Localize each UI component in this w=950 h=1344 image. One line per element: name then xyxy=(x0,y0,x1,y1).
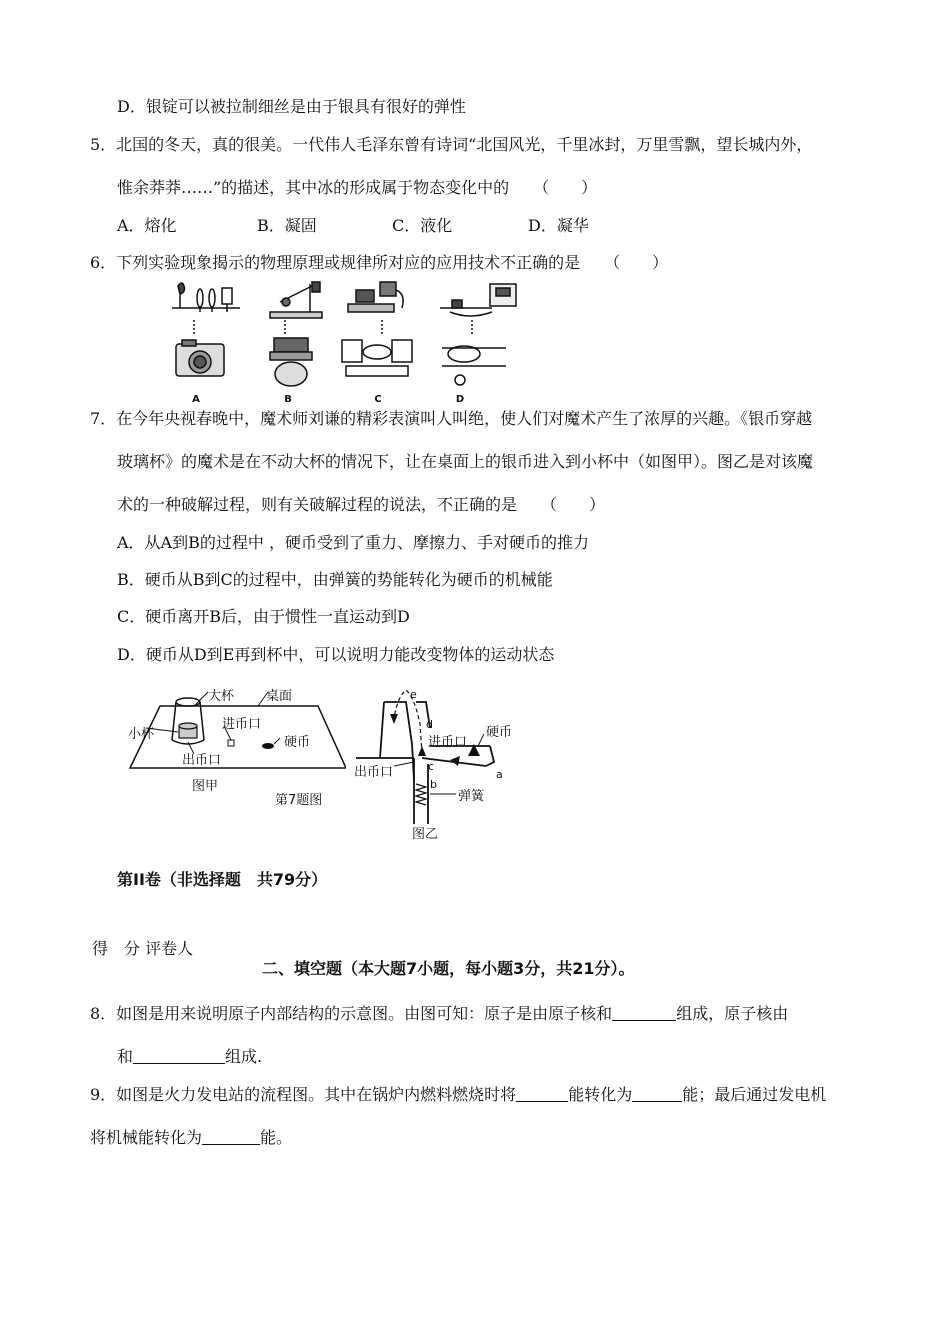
q6-label-d: D xyxy=(455,394,465,404)
q7-option-a: A．从A到B的过程中 ，硬币受到了重力、摩擦力、手对硬币的推力 xyxy=(117,533,589,552)
label-d: d xyxy=(426,718,433,731)
coin xyxy=(262,743,274,749)
q9-text-2a: 将机械能转化为 xyxy=(90,1128,203,1147)
label-e: e xyxy=(410,688,417,701)
q9-blank-3[interactable] xyxy=(202,1128,260,1145)
q5-option-b: B．凝固 xyxy=(257,216,317,235)
q6-stem: 6．下列实验现象揭示的物理原理或规律所对应的应用技术不正确的是 （ ） xyxy=(90,253,669,272)
q8-text-1a: 8．如图是用来说明原子内部结构的示意图。由图可知：原子是由原子核和 xyxy=(90,1004,613,1023)
q6-figure-b xyxy=(270,282,322,386)
q9-text-1a: 9．如图是火力发电站的流程图。其中在锅炉内燃料燃烧时将 xyxy=(90,1085,517,1104)
label-c: c xyxy=(428,760,435,773)
q9-blank-1[interactable] xyxy=(516,1085,568,1102)
q8-line1 xyxy=(90,1003,788,1025)
q9-text-1c: 能；最后通过发电机 xyxy=(682,1085,827,1104)
q6-figure-d xyxy=(440,284,516,385)
q9-line1 xyxy=(90,1084,826,1106)
label-coin-in: 进币口 xyxy=(428,735,468,750)
q7-option-d: D．硬币从D到E再到杯中，可以说明力能改变物体的运动状态 xyxy=(117,645,555,664)
scoring-box-label: 得 分 评卷人 xyxy=(92,939,194,958)
label-a: a xyxy=(496,768,503,781)
q6-label-c: C xyxy=(374,394,382,404)
q8-blank-2[interactable] xyxy=(133,1047,225,1064)
label-small-cup: 小杯 xyxy=(128,727,155,742)
q8-text-1b: 组成，原子核由 xyxy=(676,1004,789,1023)
label-table: 桌面 xyxy=(266,689,293,704)
spring xyxy=(416,784,426,805)
label-coin: 硬币 xyxy=(284,735,311,750)
q6-figure-a xyxy=(172,283,240,376)
q8-blank-1[interactable] xyxy=(612,1004,676,1021)
q5-stem-line1: 5．北国的冬天，真的很美。一代伟人毛泽东曾有诗词“北国风光，千里冰封，万里雪飘，望长城内外， xyxy=(90,135,813,154)
q9-blank-2[interactable] xyxy=(632,1085,682,1102)
q8-text-2a: 和 xyxy=(117,1047,134,1066)
label-big-cup: 大杯 xyxy=(208,689,235,704)
q9-text-2b: 能。 xyxy=(260,1128,293,1147)
q6-figure-c xyxy=(342,282,412,376)
q5-option-d: D．凝华 xyxy=(528,216,589,235)
label-spring: 弹簧 xyxy=(458,789,485,804)
q5-options xyxy=(117,215,589,237)
label-coin-out: 出币口 xyxy=(182,753,222,768)
q9-text-1b: 能转化为 xyxy=(568,1085,633,1104)
q7-option-b: B．硬币从B到C的过程中，由弹簧的势能转化为硬币的机械能 xyxy=(117,570,553,589)
table-surface xyxy=(130,706,346,768)
q5-stem-line2: 惟余莽莽……”的描述，其中冰的形成属于物态变化中的 （ ） xyxy=(117,178,598,197)
q7-figure-jia xyxy=(124,684,346,800)
q8-text-2b: 组成. xyxy=(225,1047,263,1066)
q5-option-c: C．液化 xyxy=(392,216,453,235)
q7-stem-line1: 7．在今年央视春晚中，魔术师刘谦的精彩表演叫人叫绝，使人们对魔术产生了浓厚的兴趣。《银币穿越 xyxy=(90,409,813,428)
label-coin: 硬币 xyxy=(486,725,513,740)
part2-title: 第II卷（非选择题 共79分） xyxy=(117,870,328,889)
q7-option-c: C．硬币离开B后，由于惯性一直运动到D xyxy=(117,607,410,626)
q4-option-d: D．银锭可以被拉制细丝是由于银具有很好的弹性 xyxy=(117,97,466,116)
q7-stem-line3: 术的一种破解过程，则有关破解过程的说法，不正确的是 （ ） xyxy=(117,495,606,514)
q9-line2 xyxy=(90,1127,292,1149)
label-b: b xyxy=(430,778,437,791)
label-caption-jia: 图甲 xyxy=(192,779,219,794)
q7-figure-yi xyxy=(354,684,530,844)
q8-line2 xyxy=(117,1046,262,1068)
q7-figure-caption: 第7题图 xyxy=(275,793,323,808)
label-caption-yi: 图乙 xyxy=(412,827,439,842)
q5-option-a: A．熔化 xyxy=(117,216,177,235)
small-cup xyxy=(179,723,197,738)
q6-label-a: A xyxy=(192,394,200,404)
section2-title: 二、填空题（本大题7小题，每小题3分，共21分）。 xyxy=(262,959,635,978)
q7-stem-line2: 玻璃杯》的魔术是在不动大杯的情况下，让在桌面上的银币进入到小杯中（如图甲）。图乙是对该魔 xyxy=(117,452,814,471)
label-coin-in: 进币口 xyxy=(222,717,262,732)
q6-label-b: B xyxy=(284,394,292,404)
coin-slot xyxy=(228,740,234,746)
label-coin-out: 出币口 xyxy=(354,765,394,780)
q6-figure xyxy=(160,278,530,404)
